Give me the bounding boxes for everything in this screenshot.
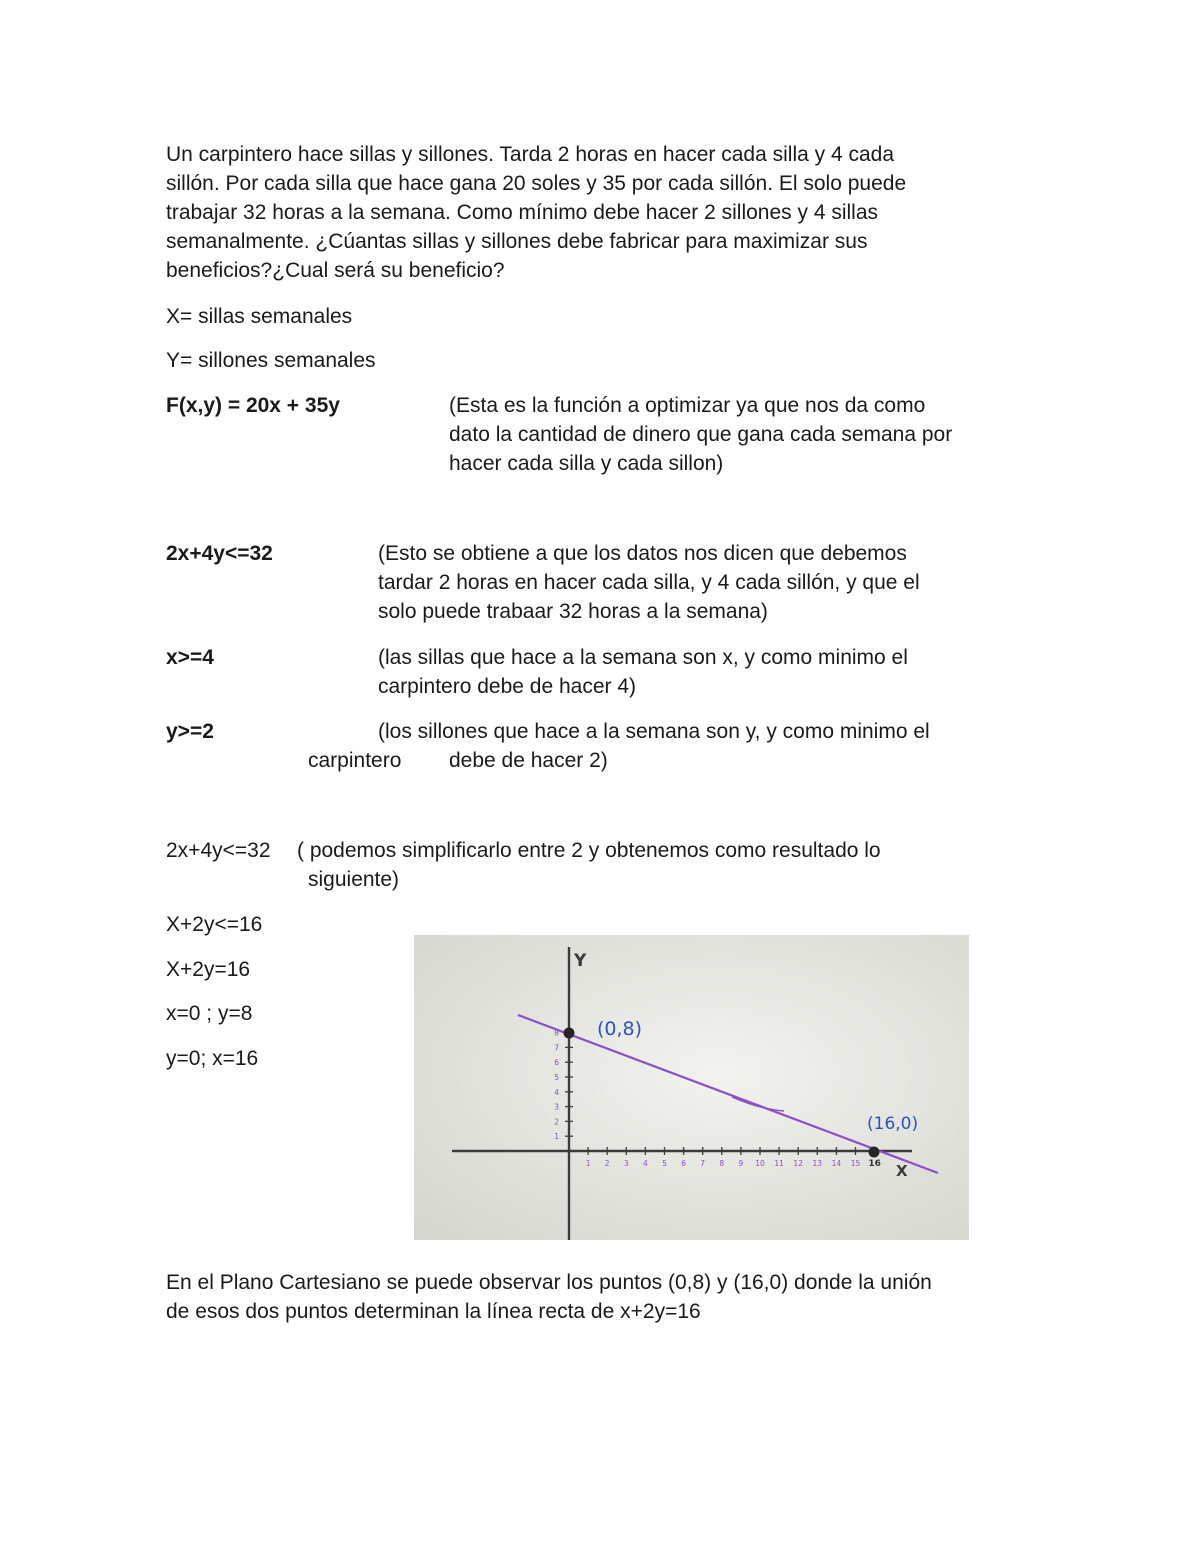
x-tick-label: 6 <box>681 1159 686 1168</box>
x-tick-label: 15 <box>850 1159 861 1168</box>
simplify-formula: 2x+4y<=32 <box>166 839 271 862</box>
constraint-3-note-1: (los sillones que hace a la semana son y, y como minimo el <box>378 720 930 743</box>
step-2: X+2y=16 <box>166 958 251 981</box>
constraint-1-note-2: tardar 2 horas en hacer cada silla, y 4 cada sillón, y que el <box>378 571 920 594</box>
constraint-3-note-2a: carpintero <box>308 749 402 772</box>
constraint-3-note-2b: debe de hacer 2) <box>449 749 608 772</box>
x-tick-label: 1 <box>585 1159 591 1168</box>
x-tick-label: 10 <box>755 1159 765 1168</box>
step-3: x=0 ; y=8 <box>166 1002 253 1025</box>
point-16-0-label: (16,0) <box>867 1114 919 1134</box>
var-y: Y= sillones semanales <box>166 349 376 372</box>
x-tick-label: 11 <box>774 1159 784 1168</box>
x-tick-label: 2 <box>604 1159 610 1168</box>
step-4: y=0; x=16 <box>166 1047 259 1070</box>
y-tick-label: 2 <box>554 1117 559 1127</box>
y-tick-label: 8 <box>554 1028 559 1038</box>
simplify-note-2: siguiente) <box>308 868 400 891</box>
problem-line-2: sillón. Por cada silla que hace gana 20 soles y 35 por cada sillón. El solo puede <box>166 172 907 195</box>
constraint-1-formula: 2x+4y<=32 <box>166 542 273 565</box>
x-tick-label: 9 <box>738 1159 744 1168</box>
x-tick-label: 4 <box>643 1159 648 1168</box>
y-tick-label: 1 <box>554 1132 559 1142</box>
problem-line-1: Un carpintero hace sillas y sillones. Tarda 2 horas en hacer cada silla y 4 cada <box>166 143 895 166</box>
y-tick-label: 5 <box>554 1073 559 1082</box>
problem-line-3: trabajar 32 horas a la semana. Como mínimo debe hacer 2 sillones y 4 sillas <box>166 201 879 224</box>
x-tick-label: 13 <box>812 1159 823 1168</box>
var-x: X= sillas semanales <box>166 305 353 328</box>
x-tick-label: 8 <box>719 1159 725 1168</box>
objective-note-2: dato la cantidad de dinero que gana cada semana por <box>449 423 953 446</box>
x-tick-label: 3 <box>623 1159 629 1168</box>
problem-line-5: beneficios?¿Cual será su beneficio? <box>166 259 505 282</box>
constraint-2-note-1: (las sillas que hace a la semana son x, y como minimo el <box>378 646 908 669</box>
y-axis-label: Y <box>574 951 587 971</box>
conclusion-line-2: de esos dos puntos determinan la línea recta de x+2y=16 <box>166 1300 701 1323</box>
objective-note-1: (Esta es la función a optimizar ya que nos da como <box>449 394 926 417</box>
objective-formula: F(x,y) = 20x + 35y <box>166 394 340 417</box>
simplify-note-1: ( podemos simplificarlo entre 2 y obtenemos como resultado lo <box>297 839 881 862</box>
constraint-2-formula: x>=4 <box>166 646 214 669</box>
problem-line-4: semanalmente. ¿Cúantas sillas y sillones debe fabricar para maximizar sus <box>166 230 868 253</box>
conclusion-line-1: En el Plano Cartesiano se puede observar los puntos (0,8) y (16,0) donde la unión <box>166 1271 932 1294</box>
x-tick-label: 5 <box>662 1159 667 1168</box>
objective-note-3: hacer cada silla y cada sillon) <box>449 452 724 475</box>
x-tick-label: 7 <box>700 1159 706 1168</box>
point-0-8-dot <box>564 1028 575 1039</box>
x-tick-label: 16 <box>868 1159 881 1169</box>
constraint-2-note-2: carpintero debe de hacer 4) <box>378 675 636 698</box>
constraint-1-note-1: (Esto se obtiene a que los datos nos dicen que debemos <box>378 542 907 565</box>
x-axis-label: X <box>896 1162 908 1180</box>
y-tick-label: 4 <box>554 1087 559 1097</box>
paper-background <box>414 935 969 1240</box>
point-16-0-dot <box>869 1147 880 1158</box>
y-tick-label: 7 <box>554 1043 559 1053</box>
y-tick-label: 6 <box>554 1058 559 1068</box>
constraint-1-note-3: solo puede trabaar 32 horas a la semana) <box>378 600 768 623</box>
constraint-3-formula: y>=2 <box>166 720 214 743</box>
x-tick-label: 12 <box>793 1159 803 1168</box>
cartesian-graph-photo <box>414 935 969 1240</box>
y-tick-label: 3 <box>554 1102 559 1112</box>
point-0-8-label: (0,8) <box>597 1018 643 1040</box>
step-1: X+2y<=16 <box>166 913 263 936</box>
x-tick-label: 14 <box>831 1159 842 1168</box>
